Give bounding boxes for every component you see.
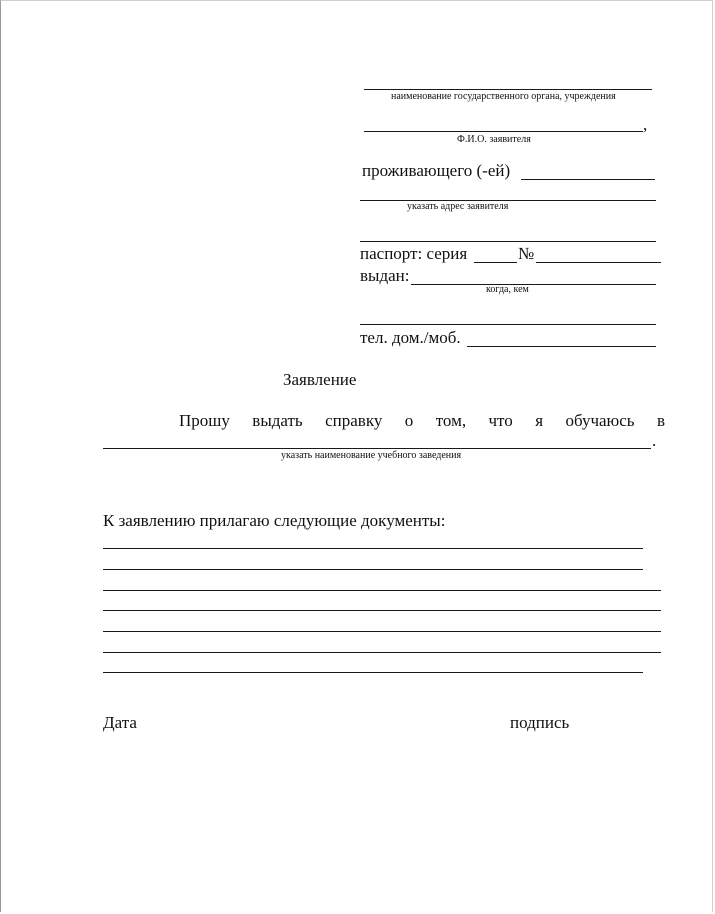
- request-word: Прошу: [179, 411, 230, 430]
- request-word: о: [404, 411, 414, 430]
- address-caption: указать адрес заявителя: [407, 201, 509, 212]
- signature-label: подпись: [510, 713, 570, 732]
- attachment-line: [103, 672, 643, 673]
- address-line-2: [360, 241, 656, 242]
- request-word: в: [656, 411, 665, 430]
- request-sentence: [179, 411, 665, 431]
- phone-label: тел. дом./моб.: [360, 328, 461, 347]
- document-title: Заявление: [283, 370, 357, 389]
- request-word: справку: [325, 411, 383, 430]
- request-word: обучаюсь: [565, 411, 635, 430]
- issued-caption: когда, кем: [486, 284, 529, 295]
- attachment-line: [103, 569, 643, 570]
- phone-line: [467, 346, 656, 347]
- residing-line: [521, 179, 655, 180]
- request-end-dot: .: [652, 431, 657, 450]
- request-word: выдать: [252, 411, 303, 430]
- passport-number-line: [536, 262, 661, 263]
- issued-line: [411, 284, 656, 285]
- attachment-line: [103, 610, 661, 611]
- date-label: Дата: [103, 713, 137, 732]
- fio-comma: ,: [643, 115, 648, 134]
- fio-caption: Ф.И.О. заявителя: [457, 134, 531, 145]
- issued-label: выдан:: [360, 266, 410, 285]
- attachments-label: К заявлению прилагаю следующие документы:: [103, 511, 446, 530]
- attachment-line: [103, 590, 661, 591]
- attachment-line: [103, 652, 661, 653]
- passport-number-sign: №: [518, 244, 535, 263]
- residing-label: проживающего (-ей): [362, 161, 511, 180]
- institution-caption: указать наименование учебного заведения: [281, 450, 462, 461]
- issued-line-2: [360, 324, 656, 325]
- fio-line: [364, 131, 643, 132]
- attachment-line: [103, 631, 661, 632]
- passport-series-line: [474, 262, 517, 263]
- org-name-caption: наименование государственного органа, учреждения: [391, 91, 616, 102]
- org-name-line: [364, 89, 652, 90]
- request-word: я: [535, 411, 544, 430]
- passport-label: паспорт: серия: [360, 244, 468, 263]
- request-word: что: [488, 411, 513, 430]
- attachment-line: [103, 548, 643, 549]
- request-word: том,: [435, 411, 467, 430]
- institution-line: [103, 448, 651, 449]
